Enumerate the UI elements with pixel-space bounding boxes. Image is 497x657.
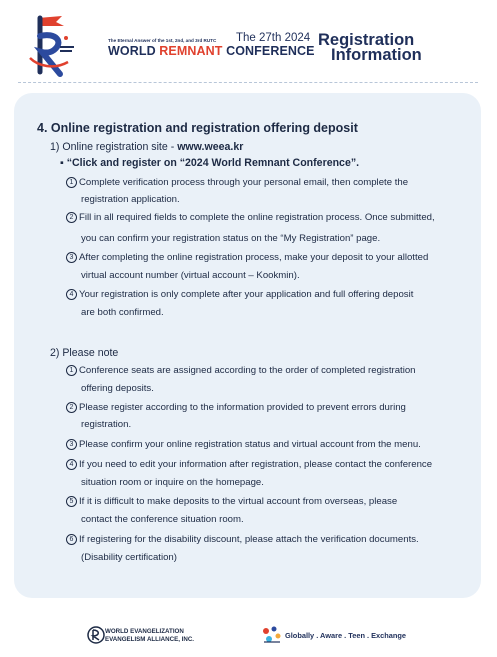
page-title-line2: Information	[331, 46, 422, 64]
step-1-cont: registration application.	[81, 194, 180, 205]
footer-slogan: Globally . Aware . Teen . Exchange	[285, 631, 407, 640]
note-number: 1	[66, 365, 77, 376]
conference-subtitle: The Eternal Answer of the 1st, 2nd, and 3rd RUTC	[108, 38, 217, 43]
note-title: 2) Please note	[50, 347, 119, 359]
note-6-cont: (Disability certification)	[81, 552, 177, 563]
click-register-line: ▪ “Click and register on “2024 World Remnant Conference”.	[60, 157, 360, 169]
section-title: 4. Online registration and registration offering deposit	[37, 121, 358, 135]
note-number: 6	[66, 534, 77, 545]
step-text: Complete verification process through your personal email, then complete the	[79, 177, 409, 188]
note-4-cont: situation room or inquire on the homepage.	[81, 477, 264, 488]
note-text: Please register according to the information provided to prevent errors during	[79, 402, 406, 413]
note-text: If registering for the disability discount, please attach the verification documents.	[79, 534, 419, 545]
note-number: 3	[66, 439, 77, 450]
step-number: 2	[66, 212, 77, 223]
conference-name-part2: CONFERENCE	[222, 44, 315, 58]
header-divider	[18, 82, 478, 83]
note-3	[66, 439, 421, 450]
note-number: 5	[66, 496, 77, 507]
conference-name	[108, 44, 315, 58]
footer-org	[105, 628, 194, 644]
step-4-cont: are both confirmed.	[81, 307, 164, 318]
note-text: If it is difficult to make deposits to the virtual account from overseas, please	[79, 496, 398, 507]
note-5	[66, 496, 397, 507]
conference-name-accent: REMNANT	[159, 44, 223, 58]
footer-org-line1: WORLD EVANGELIZATION	[105, 628, 184, 635]
site-line	[50, 141, 243, 153]
step-number: 1	[66, 177, 77, 188]
note-1-cont: offering deposits.	[81, 383, 154, 394]
conference-name-part1: WORLD	[108, 44, 160, 58]
note-2	[66, 402, 406, 413]
note-number: 4	[66, 459, 77, 470]
note-4	[66, 459, 432, 470]
step-number: 3	[66, 252, 77, 263]
header	[0, 0, 497, 92]
site-label: 1) Online registration site -	[50, 141, 178, 153]
note-text: Please confirm your online registration status and virtual account from the menu.	[79, 439, 421, 450]
site-url-link[interactable]: www.weea.kr	[177, 141, 244, 153]
step-number: 4	[66, 289, 77, 300]
step-3-cont: virtual account number (virtual account – Kookmin).	[81, 270, 300, 281]
step-2-cont: you can confirm your registration status on the “My Registration” page.	[81, 233, 381, 244]
step-text: Fill in all required fields to complete the online registration process. Once submitted,	[79, 212, 435, 223]
note-2-cont: registration.	[81, 419, 132, 430]
gate-logo-icon	[260, 624, 284, 646]
footer-org-line2: EVANGELISM ALLIANCE, INC.	[105, 636, 195, 643]
note-number: 2	[66, 402, 77, 413]
note-5-cont: contact the conference situation room.	[81, 514, 244, 525]
step-3	[66, 252, 428, 263]
step-4	[66, 289, 413, 300]
conference-year: The 27th 2024	[236, 32, 311, 44]
step-text: Your registration is only complete after your application and full offering deposit	[79, 289, 414, 300]
note-6	[66, 534, 419, 545]
page-title-line1: Registration	[318, 31, 415, 49]
step-2	[66, 212, 435, 223]
step-1	[66, 177, 408, 188]
conference-logo-icon	[20, 12, 80, 80]
wea-logo-icon	[86, 625, 106, 645]
note-text: If you need to edit your information after registration, please contact the conference	[79, 459, 433, 470]
note-text: Conference seats are assigned according to the order of completed registration	[79, 365, 416, 376]
step-text: After completing the online registration process, make your deposit to your allotted	[79, 252, 429, 263]
note-1	[66, 365, 416, 376]
